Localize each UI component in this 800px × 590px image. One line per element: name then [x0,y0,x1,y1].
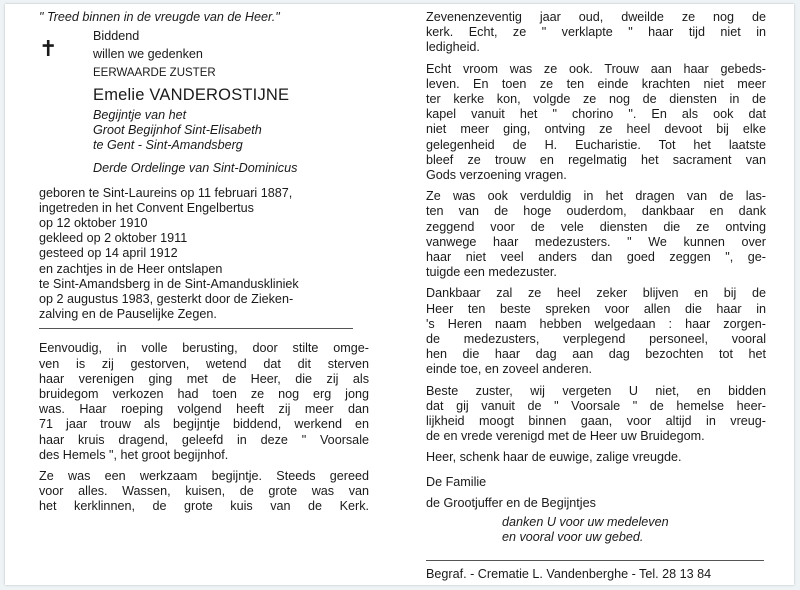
biography-line: te Sint-Amandsberg in de Sint-Amanduskliniek [39,276,299,291]
affiliation [39,108,369,154]
thanks-text [426,515,766,545]
text-line: Eenvoudig, in volle berusting, door stilte omge- [39,341,369,356]
paragraph [426,189,766,280]
text-line: Beste zuster, wij vergeten U niet, en bidden [426,383,766,398]
right-column [426,10,766,582]
biography [39,186,369,323]
divider [39,328,353,329]
divider [426,560,764,561]
text-line: het kerklinnen, de grote kuis van de Kerk. [39,499,369,514]
text-line: Heer ten beste spreken voor allen die haar in [426,301,766,316]
thanks-line: en vooral voor uw gebed. [502,530,644,545]
affiliation-line: Groot Begijnhof Sint-Elisabeth [93,123,262,138]
biography-line: op 2 augustus 1983, gesterkt door de Zieken- [39,292,294,307]
text-line: de en vrede verenigd met de Heer uw Bruidegom. [426,429,705,444]
text-line: haar kruis dragend, geleefd in deze " Voorsale [39,432,369,447]
paragraph [426,450,766,465]
text-line: Gods verzoening vragen. [426,168,567,183]
text-line: ten van de hoge ouderdom, dankbaar en dank [426,204,766,219]
text-line: Zevenenzeventig jaar oud, dweilde ze nog de [426,10,766,24]
text-line: kapel vanuit het " chorino ". En als ook dat [426,107,766,122]
text-line: lijkheid moogt binnen gaan, voor altijd in vreug- [426,414,766,429]
text-line: voor alles. Wassen, kuisen, de grote was van [39,484,369,499]
text-line: ter kerke kon, volgde ze nog de diensten in de [426,92,766,107]
text-line: vanwege haar medezusters. " We kunnen over [426,234,766,249]
text-line: was. Haar roeping volgend heeft zij meer dan [39,402,369,417]
left-column [39,10,369,521]
order-text: Derde Ordelinge van Sint-Dominicus [93,161,298,176]
text-line: ledigheid. [426,40,480,55]
text-line: Echt vroom was ze ook. Trouw aan haar gebeds- [426,61,766,76]
text-line: Ze was ook verduldig in het dragen van de las- [426,189,766,204]
text-line: Heer, schenk haar de euwige, zalige vreugde. [426,450,682,465]
text-line: bruidegom verkozen had toen ze nog erg jong [39,387,369,402]
paragraph [426,10,766,56]
text-line: leven. En toen ze ten einde krachten niet meer [426,76,766,91]
text-line: Ze was een werkzaam begijntje. Steeds gereed [39,469,369,484]
biography-line: op 12 oktober 1910 [39,216,148,231]
text-line: einde toe, en zoveel anderen. [426,362,592,377]
title-text: EERWAARDE ZUSTER [93,66,216,79]
text-line: ven is zij gestorven, wetend dat dit sterven [39,356,369,371]
remember-text: willen we gedenken [93,47,203,62]
text-line: Dankbaar zal ze heel zeker blijven en bij de [426,286,766,301]
text-line: de medezusters, verplegend personeel, vooral [426,332,766,347]
thanks-line: danken U voor uw medeleven [502,515,669,530]
paragraph [426,286,766,377]
text-line: tuigde een medezuster. [426,265,557,280]
text-line: bleef ze trouw en regelmatig het sacrament van [426,152,766,167]
cross-icon: ✝ [39,36,58,61]
text-line: haar niet veel anders dan goed zeggen ", ge- [426,250,766,265]
deceased-name: Emelie VANDEROSTIJNE [93,85,290,104]
biography-line: geboren te Sint-Laureins op 11 februari 1887, [39,185,293,200]
affiliation-line: Begijntje van het [93,107,187,122]
text-line: niet meer ging, ontving ze heel devoot bij elke [426,122,766,137]
family-relatives: de Grootjuffer en de Begijntjes [426,495,596,510]
biography-line: zalving en de Pauselijke Zegen. [39,307,217,322]
text-line: des Hemels ", het groot begijnhof. [39,447,229,462]
footer-imprint: Begraf. - Crematie L. Vandenberghe - Tel. 28 13 84 [426,566,712,581]
memorial-card [5,4,794,585]
text-line: gelegenheid de H. Eucharistie. Tot het laatste [426,137,766,152]
biography-line: gekleed op 2 oktober 1911 [39,231,188,246]
text-line: zeggend voor de vele diensten die ze ontving [426,219,766,234]
biography-line: gesteed op 14 april 1912 [39,246,178,261]
text-line: dat gij vanuit de " Voorsale " de hemelse heer- [426,398,766,413]
paragraph [426,62,766,184]
affiliation-line: te Gent - Sint-Amandsberg [93,138,243,153]
text-line: 's Heren naam hebben welgedaan : haar zorgen- [426,316,766,331]
bidding-text: Biddend [93,29,140,44]
motto: " Treed binnen in de vreugde van de Heer." [39,10,280,24]
text-line: haar verenigen ging met de Heer, die zij als [39,371,369,386]
paragraph [426,384,766,445]
biography-line: en zachtjes in de Heer ontslapen [39,261,223,276]
text-line: kerk. Echt, ze " verklapte " haar tijd niet in [426,25,766,40]
family-signature: De Familie [426,474,487,489]
text-line: hen die haar dag aan dag bezochten tot het [426,347,766,362]
paragraph [39,341,369,463]
biography-line: ingetreden in het Convent Engelbertus [39,200,254,215]
paragraph [39,469,369,515]
text-line: 71 jaar trouw als begijntje biddend, werkend en [39,417,369,432]
